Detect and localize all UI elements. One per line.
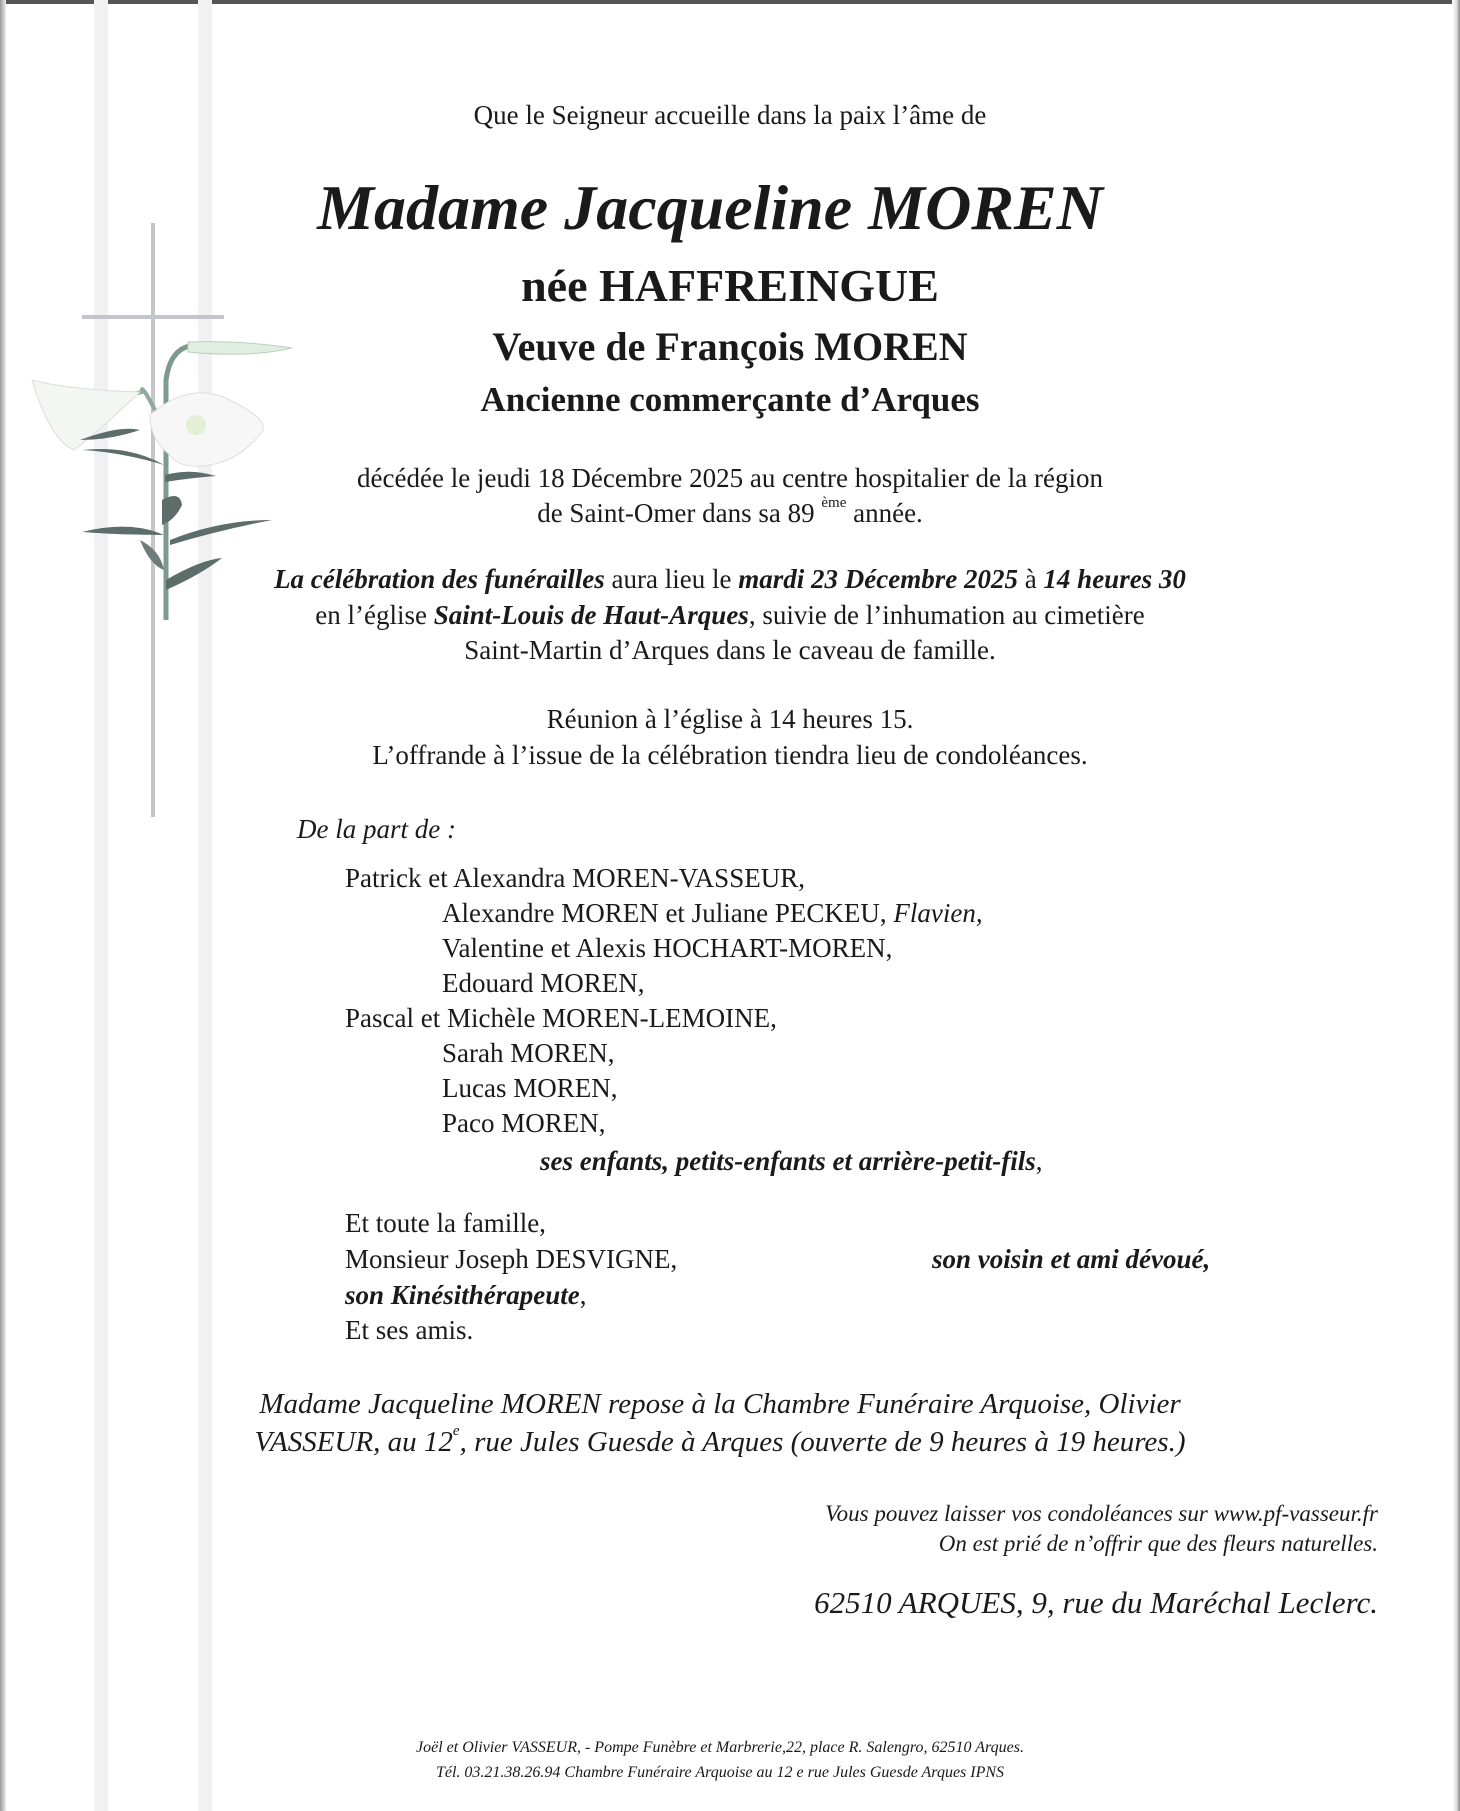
ceremony-date: mardi 23 Décembre 2025	[738, 564, 1018, 594]
physio	[345, 1282, 587, 1309]
neighbor-role: son voisin et ami dévoué,	[932, 1244, 1211, 1274]
family-relation	[540, 1148, 1042, 1175]
ceremony-text: , suivie de l’inhumation au cimetière	[748, 600, 1145, 630]
whole-family: Et toute la famille,	[345, 1208, 546, 1238]
family-member: Valentine et Alexis HOCHART-MOREN,	[442, 933, 893, 963]
ordinal-suffix: ème	[821, 495, 847, 511]
address: 62510 ARQUES, 9, rue du Maréchal Leclerc.	[814, 1585, 1378, 1620]
ceremony-text: à	[1017, 564, 1044, 594]
family-member	[442, 900, 983, 927]
offering-note: L’offrande à l’issue de la célébration tiendra lieu de condoléances.	[372, 740, 1088, 770]
from-label: De la part de :	[297, 814, 456, 844]
death-text-end: année.	[853, 498, 923, 528]
punctuation: ,	[1035, 1146, 1043, 1176]
rest-text: VASSEUR, au 12	[254, 1426, 453, 1458]
neighbor-name: Monsieur Joseph DESVIGNE,	[345, 1244, 678, 1274]
family-member: Sarah MOREN,	[442, 1038, 615, 1068]
family-member: Edouard MOREN,	[442, 968, 645, 998]
punctuation: ,	[579, 1280, 587, 1310]
family-member-name: Alexandre MOREN et Juliane PECKEU,	[442, 898, 894, 928]
ordinal-suffix: e	[452, 1423, 460, 1439]
friends: Et ses amis.	[345, 1315, 474, 1345]
deceased-name: Madame Jacqueline MOREN	[317, 172, 1103, 243]
church-name: Saint-Louis de Haut-Arques	[433, 600, 749, 630]
condolences-note: Vous pouvez laisser vos condoléances sur www.pf-vasseur.fr	[825, 1501, 1378, 1526]
physio-text: son Kinésithérapeute	[345, 1280, 580, 1310]
footer-line-2: Tél. 03.21.38.26.94 Chambre Funéraire Arquoise au 12 e rue Jules Guesde Arques IPNS	[435, 1764, 1005, 1781]
flowers-note: On est prié de n’offrir que des fleurs naturelles.	[938, 1531, 1378, 1556]
death-line-1: décédée le jeudi 18 Décembre 2025 au centre hospitalier de la région	[357, 463, 1103, 493]
footer-line-1: Joël et Olivier VASSEUR, - Pompe Funèbre et Marbrerie,22, place R. Salengro, 62510 Arques.	[416, 1739, 1024, 1756]
ceremony-text: en l’église	[315, 600, 434, 630]
meeting-time: Réunion à l’église à 14 heures 15.	[546, 704, 914, 734]
death-line-2	[0, 495, 1460, 528]
rest-text-end: , rue Jules Guesde à Arques (ouverte de 9 heures à 19 heures.)	[459, 1426, 1186, 1458]
ceremony-label: La célébration des funérailles	[274, 564, 605, 594]
family-member: Patrick et Alexandra MOREN-VASSEUR,	[345, 863, 805, 893]
family-member: Lucas MOREN,	[442, 1073, 618, 1103]
opening-line: Que le Seigneur accueille dans la paix l’âme de	[473, 100, 987, 130]
rest-line-2	[0, 1423, 1450, 1458]
ceremony-time: 14 heures 30	[1043, 564, 1186, 594]
rest-line-1: Madame Jacqueline MOREN repose à la Chambre Funéraire Arquoise, Olivier	[259, 1388, 1181, 1420]
family-member-child: Flavien,	[893, 898, 983, 928]
family-relation-text: ses enfants, petits-enfants et arrière-petit-fils	[540, 1146, 1036, 1176]
death-text: de Saint-Omer dans sa 89	[537, 498, 815, 528]
occupation: Ancienne commerçante d’Arques	[480, 380, 980, 419]
ceremony-line-1	[0, 566, 1460, 593]
family-member: Pascal et Michèle MOREN-LEMOINE,	[345, 1003, 777, 1033]
scan-top-border	[0, 0, 1460, 4]
ceremony-line-3: Saint-Martin d’Arques dans le caveau de famille.	[464, 635, 996, 665]
family-member: Paco MOREN,	[442, 1108, 606, 1138]
maiden-name: née HAFFREINGUE	[521, 260, 939, 311]
ceremony-text: aura lieu le	[604, 564, 739, 594]
ceremony-line-2	[0, 602, 1460, 629]
widow-of: Veuve de François MOREN	[492, 324, 968, 369]
